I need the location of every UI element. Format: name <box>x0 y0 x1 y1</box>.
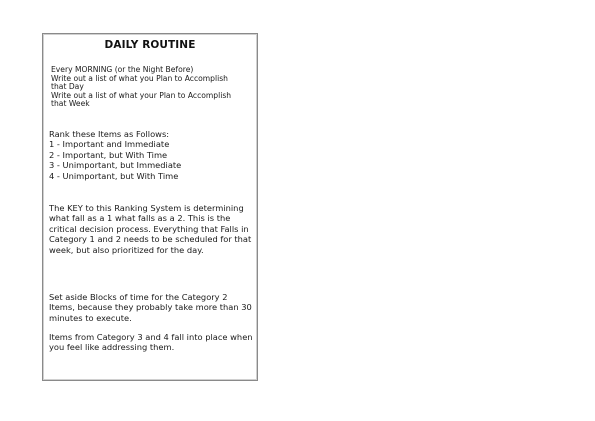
ranking-item: 1 - Important and Immediate <box>49 139 170 150</box>
day-plan-line-1: Write out a list of what you Plan to Accomplish <box>51 73 228 83</box>
page-title: DAILY ROUTINE <box>104 39 196 51</box>
ranking-section <box>49 129 255 181</box>
ranking-item: 2 - Important, but With Time <box>49 149 168 160</box>
ranking-item: 4 - Unimportant, but With Time <box>49 170 179 181</box>
ranking-intro: Rank these Items as Follows: <box>49 129 170 139</box>
week-plan-line-1: Write out a list of what your Plan to Accomplish <box>51 90 232 100</box>
day-plan-line-2: that Day <box>51 82 84 92</box>
ranking-item: 3 - Unimportant, but Immediate <box>49 160 182 171</box>
key-paragraph: The KEY to this Ranking System is determining what fall as a 1 what falls as a 2. This is the critical decision process. Everything that Falls in Category 1 and 2 needs to be scheduled for that week, but also prioritized for the day. <box>49 203 252 255</box>
daily-routine-card <box>42 33 258 381</box>
morning-section <box>51 66 257 109</box>
week-plan-line-2: that Week <box>51 99 90 109</box>
morning-heading: Every MORNING (or the Night Before) <box>51 65 194 74</box>
blocks-paragraph: Set aside Blocks of time for the Category 2 Items, because they probably take more than 30 minutes to execute. <box>49 292 252 323</box>
items-paragraph: Items from Category 3 and 4 fall into place when you feel like addressing them. <box>49 332 253 353</box>
